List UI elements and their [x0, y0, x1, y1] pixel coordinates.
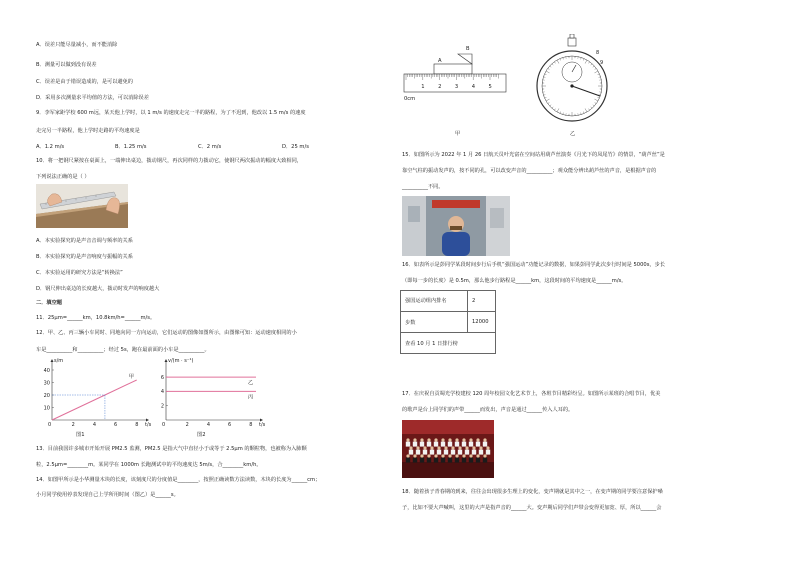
q16-line2: （即每一步的长度）是 0.5m，那么他步行路程是______km，这段时间的平均速度是______m/s。: [402, 278, 627, 284]
x-tick-label: 0: [162, 422, 166, 428]
q10-option-d: D．钢尺伸出桌边的长度越大，拨动时发声的响度越大: [36, 286, 160, 292]
x-tick-label: 2: [71, 422, 75, 428]
choir-head: [441, 454, 444, 457]
ruler-label-a: A: [438, 58, 442, 64]
choir-body: [434, 458, 438, 463]
chart-fig2: [148, 358, 268, 438]
y-tick-label: 4: [160, 389, 164, 396]
q10-line1: 10．将一把钢尺紧按在桌面上，一端伸出桌边，拨动钢尺，再次同样的力拨动它，使钢尺两次振动的幅度大致相同，: [36, 158, 302, 164]
y-tick-label: 30: [43, 380, 50, 387]
table-cell: 强国运动组内排名: [401, 291, 468, 312]
stopwatch-caption: 乙: [570, 131, 576, 137]
choir-body: [476, 458, 480, 463]
option-c-text: C．误差是由于错误造成的，是可以避免的: [36, 79, 133, 85]
y-tick-label: 10: [43, 405, 50, 412]
y-axis-label: v/(m · s⁻¹): [168, 358, 194, 364]
choir-head: [406, 438, 409, 441]
choir-head: [483, 454, 486, 457]
choir-head: [465, 446, 468, 449]
q9-option-c: C．2 m/s: [198, 144, 222, 150]
stopwatch-crown: [568, 38, 576, 46]
q13-line2: 粒，2.5μm=________m。某同学在 1000m 长跑测试中的平均速度达 5m/s，合________km/h。: [36, 462, 262, 468]
y-tick-label: 40: [43, 367, 50, 374]
q16-line1: 16．如表所示是彭同学某段时间步行后手机“强国运动”功能记录的数据，如果彭同学此次步行时间是 5000s，步长: [402, 262, 665, 268]
choir-head: [416, 446, 419, 449]
choir-head: [434, 454, 437, 457]
table-cell: 2: [468, 291, 496, 312]
x-tick-label: 0: [48, 422, 52, 428]
choir-head: [409, 446, 412, 449]
choir-head: [458, 446, 461, 449]
choir-body: [455, 442, 459, 447]
ruler-label-b: B: [466, 46, 470, 52]
choir-head: [413, 454, 416, 457]
wooden-block: [434, 64, 472, 74]
choir-body: [479, 450, 483, 455]
table-cell: 12000: [468, 312, 496, 333]
q14-line2: 小月同学使用停表发现自己上学所用时间（图乙）是______s。: [36, 492, 179, 498]
choir-body: [483, 458, 487, 463]
ruler-table-photo: [36, 184, 128, 228]
q12-line2: 车是__________和__________；经过 5s，跑在最前面的小车是__________。: [36, 347, 210, 353]
option-b-text: B．测量可以做到没有误差: [36, 62, 97, 68]
q12-line1: 12．甲、乙、丙三辆小车同时、同地向同一方向运动，它们运动的图像如图所示，由图像可知：运动速度相同的小: [36, 330, 297, 336]
y-axis-label: s/m: [54, 358, 64, 364]
choir-head: [406, 454, 409, 457]
choir-head: [483, 438, 486, 441]
choir-body: [462, 458, 466, 463]
choir-body: [437, 450, 441, 455]
choir-head: [472, 446, 475, 449]
x-tick-label: 4: [92, 422, 97, 428]
table-cell: 步数: [401, 312, 468, 333]
choir-head: [437, 446, 440, 449]
choir-head: [441, 438, 444, 441]
table-cell: 查看 10 月 1 日排行榜: [401, 333, 496, 354]
choir-head: [444, 446, 447, 449]
q10-option-a: A．本实验探究的是声音音调与频率的关系: [36, 238, 133, 244]
choir-head: [469, 438, 472, 441]
choir-body: [483, 442, 487, 447]
series-label: 甲: [128, 374, 134, 380]
choir-body: [476, 442, 480, 447]
option-a-text: A．误差只能尽量减小，而不能消除: [36, 42, 118, 48]
q15-line2: 靠空气柱的振动发声的，按不同的孔，可以改变声音的__________；观众能分辨出葫芦丝的声音，是根据声音的: [402, 168, 657, 174]
q9-line2: 走完另一半路程，他上学时走路的平均速度是: [36, 128, 140, 134]
choir-body: [441, 442, 445, 447]
q17-line2: 的歌声是台上同学们的声带______而发出，声音是通过______传入人耳的。: [402, 407, 574, 413]
ruler-figure: [400, 40, 510, 110]
x-axis-label: t/s: [145, 422, 152, 428]
x-tick-label: 8: [249, 422, 253, 428]
choir-head: [462, 454, 465, 457]
choir-head: [476, 438, 479, 441]
ruler-number: 1: [421, 84, 425, 90]
ruler-number: 4: [471, 84, 476, 90]
fig2-caption: 图2: [197, 432, 206, 438]
x-tick-label: 2: [185, 422, 189, 428]
y-tick-label: 2: [160, 403, 164, 410]
choir-body: [434, 442, 438, 447]
choir-head: [427, 438, 430, 441]
q10-option-b: B．本实验探究的是声音响度与振幅的关系: [36, 254, 133, 260]
choir-photo: [402, 420, 494, 478]
stopwatch-figure: [528, 34, 614, 124]
q9-line1: 9．李军家距学校 600 m远，某天他上学时，以 1 m/s 的速度走完一半的路程，为了不迟到，他改以 1.5 m/s 的速度: [36, 110, 306, 116]
choir-head: [430, 446, 433, 449]
choir-body: [409, 450, 413, 455]
choir-body: [486, 450, 490, 455]
choir-body: [427, 442, 431, 447]
option-d-text: D．采用多次测量求平均值的方法，可以消除误差: [36, 95, 149, 101]
q17-line1: 17．在庆祝自贡蜀光学校建校 120 周年校园文化艺术节上，各班节目精彩纷呈。如图所示某班的合唱节目，优美: [402, 391, 661, 397]
choir-head: [448, 438, 451, 441]
q13-line1: 13．目前我国许多城市开始开展 PM2.5 监测，PM2.5 是指大气中直径小于或等于 2.5μm 的颗粒物，也被称为入肺颗: [36, 446, 307, 452]
q11-text: 11．25μm=______km，10.8km/h=______m/s。: [36, 315, 156, 321]
section-fill-in-title: 二．填空题: [36, 300, 62, 306]
choir-body: [420, 442, 424, 447]
choir-body: [441, 458, 445, 463]
table-row: [401, 312, 496, 333]
q9-option-d: D．25 m/s: [282, 144, 309, 150]
choir-head: [420, 454, 423, 457]
x-axis-label: t/s: [259, 422, 266, 428]
q9-option-b: B．1.25 m/s: [115, 144, 147, 150]
series-line-0: [52, 380, 137, 420]
table-row: [401, 333, 496, 354]
stopwatch-scale-9: 9: [600, 60, 604, 66]
choir-head: [448, 454, 451, 457]
ruler-unit-label: 0cm: [404, 96, 416, 102]
choir-head: [434, 438, 437, 441]
q10-line2: 下列说法正确的是（ ）: [36, 174, 90, 180]
astronaut-photo: [402, 196, 510, 256]
ruler-number: 3: [454, 84, 459, 90]
choir-body: [406, 458, 410, 463]
choir-body: [423, 450, 427, 455]
chart-fig1: [34, 358, 154, 438]
choir-body: [451, 450, 455, 455]
choir-body: [448, 442, 452, 447]
choir-head: [423, 446, 426, 449]
q10-option-c: C．本实验运用的研究方法是“转换法”: [36, 270, 123, 276]
q15-line1: 15．如图所示为 2022 年 1 月 26 日航天员叶光富在空间站用葫芦丝演奏《月光下的凤尾竹》的情景，“葫芦丝”是: [402, 152, 665, 158]
choir-head: [420, 438, 423, 441]
choir-head: [486, 446, 489, 449]
ruler-caption: 甲: [455, 131, 461, 137]
x-tick-label: 8: [135, 422, 139, 428]
choir-head: [476, 454, 479, 457]
choir-head: [479, 446, 482, 449]
choir-head: [462, 438, 465, 441]
table-row: [401, 291, 496, 312]
sport-data-table: [400, 290, 496, 354]
choir-body: [413, 458, 417, 463]
choir-body: [469, 458, 473, 463]
series-label: 乙: [248, 380, 254, 387]
q18-line1: 18．随着孩子青春期的到来，往往会出现很多生理上的变化，变声期就是其中之一，在变声期的同学要注意保护嗓: [402, 489, 663, 495]
choir-body: [465, 450, 469, 455]
choir-head: [427, 454, 430, 457]
choir-body: [472, 450, 476, 455]
x-tick-label: 4: [206, 422, 211, 428]
choir-body: [462, 442, 466, 447]
choir-body: [469, 442, 473, 447]
y-tick-label: 20: [43, 392, 50, 399]
choir-body: [406, 442, 410, 447]
choir-head: [455, 454, 458, 457]
choir-body: [444, 450, 448, 455]
stopwatch-scale-8: 8: [596, 50, 600, 56]
choir-body: [427, 458, 431, 463]
q9-option-a: A．1.2 m/s: [36, 144, 65, 150]
y-tick-label: 6: [160, 374, 164, 381]
x-tick-label: 6: [228, 422, 232, 428]
x-tick-label: 6: [114, 422, 118, 428]
fig1-caption: 图1: [76, 432, 85, 438]
choir-body: [430, 450, 434, 455]
choir-body: [416, 450, 420, 455]
choir-body: [448, 458, 452, 463]
choir-body: [455, 458, 459, 463]
choir-body: [458, 450, 462, 455]
choir-body: [413, 442, 417, 447]
q14-line1: 14．如图甲所示是小华测量木块的长度，该刻度尺的分度值是________，按照正确读数方法读数，木块的长度为______cm；: [36, 477, 321, 483]
choir-head: [451, 446, 454, 449]
choir-head: [413, 438, 416, 441]
q18-line2: 子，比如不要大声喊叫，这里的大声是指声音的______大。变声期后同学们声带会变得更加宽、厚，所以______会: [402, 505, 662, 511]
q15-line3: __________不同。: [402, 184, 444, 190]
choir-body: [420, 458, 424, 463]
choir-head: [455, 438, 458, 441]
ruler-number: 2: [438, 84, 442, 90]
series-label: 丙: [248, 394, 254, 401]
choir-head: [469, 454, 472, 457]
block-triangle: [458, 54, 472, 64]
ruler-number: 5: [488, 84, 492, 90]
